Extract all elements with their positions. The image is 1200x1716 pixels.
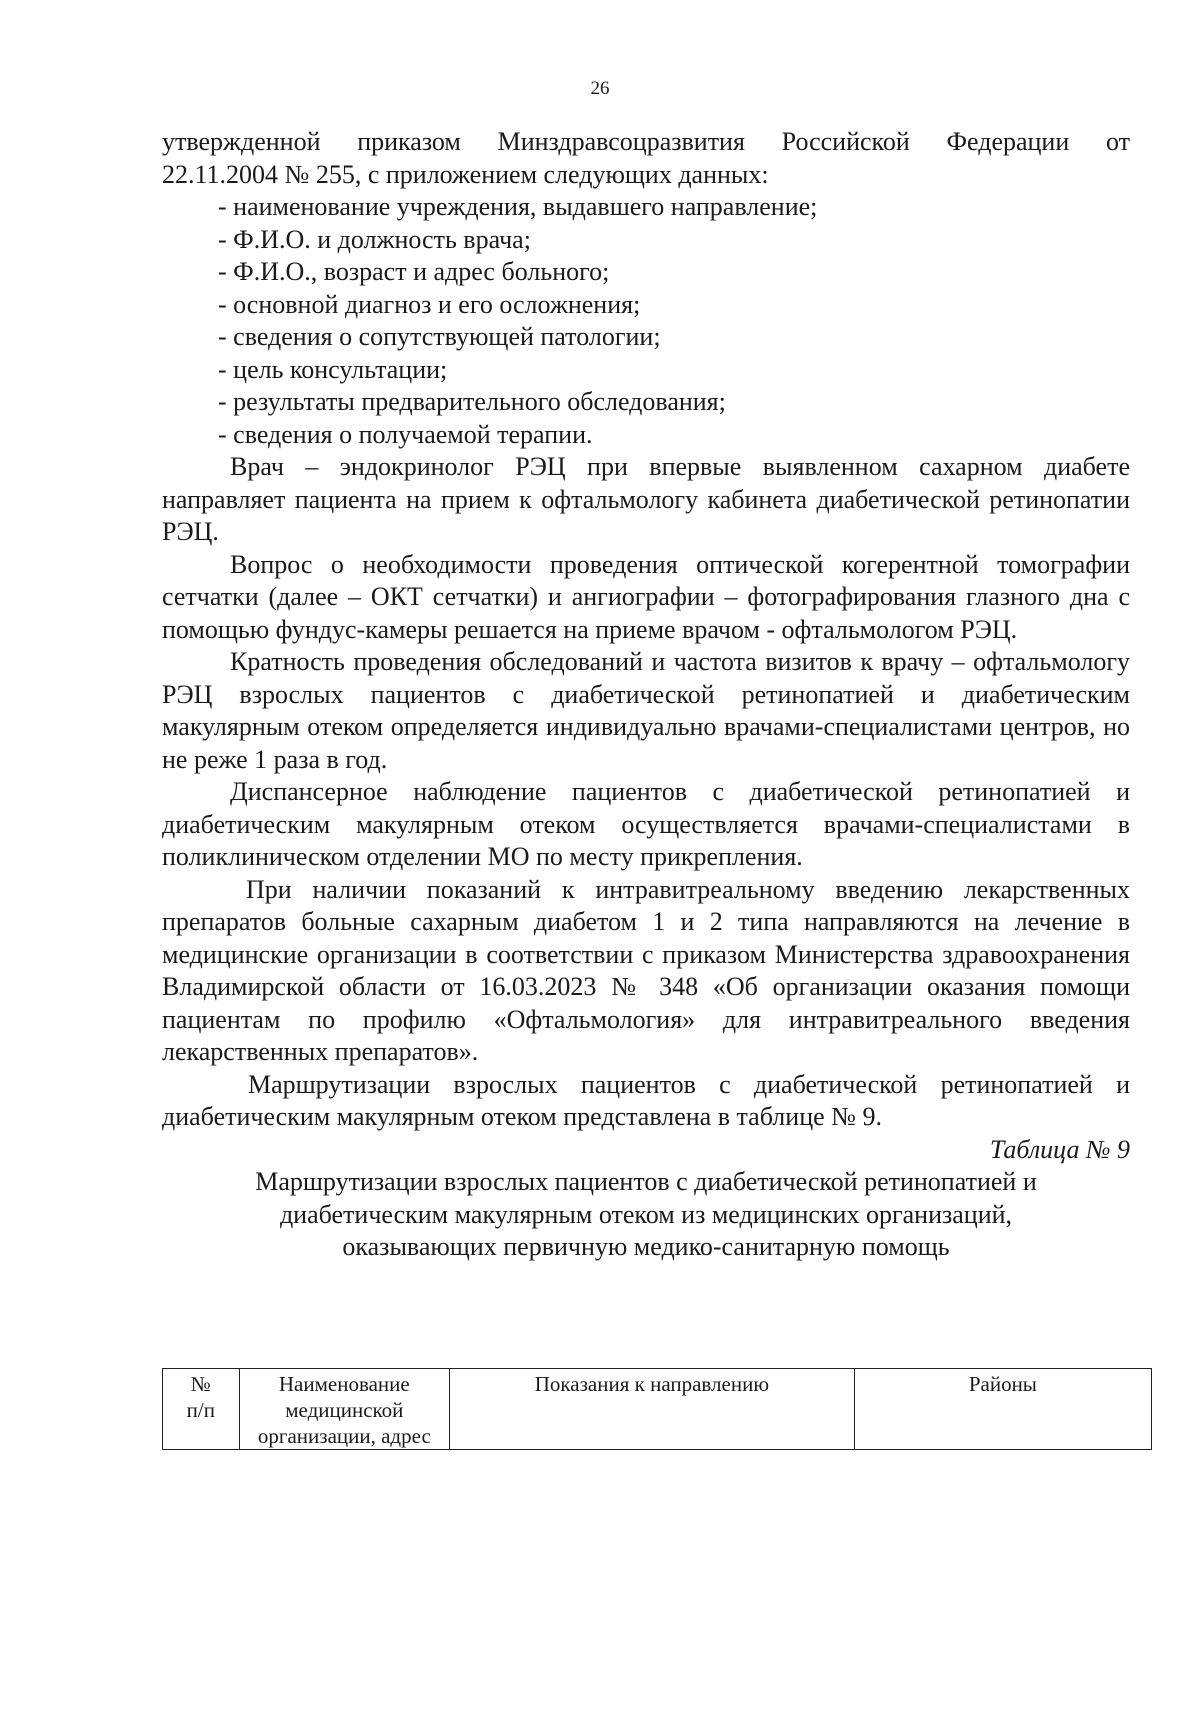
paragraph-frequency: Кратность проведения обследований и частота визитов к врачу – офтальмологу РЭЦ взрослых пациентов с диабетической ретинопатией и диабетическим макулярным отеком определяется индивидуально врачами-специалистами центров, но не реже 1 раза в год. [162,647,1130,774]
table-title-line: Маршрутизации взрослых пациентов с диабетической ретинопатией и [255,1167,1037,1196]
paragraph-intravitreal: При наличии показаний к интравитреальному введению лекарственных препаратов больные сахарным диабетом 1 и 2 типа направляются на лечение в медицинские организации в соответствии с приказом Министерства здравоохранения Владимирской области от 16.03.2023 № 348 «Об организации оказания помощи пациентам по профилю «Офтальмология» для интравитреального введения лекарственных препаратов». [162,874,1130,1066]
list-item: - цель консультации; [218,354,448,384]
table-header-row [163,1369,1152,1450]
paragraph-oct: Вопрос о необходимости проведения оптической когерентной томографии сетчатки (далее – ОКТ сетчатки) и ангиографии – фотографирования глазного дна с помощью фундус-камеры решается на приеме врачом - офтальмологом РЭЦ. [162,549,1130,644]
paragraph-intro-line-2: 22.11.2004 № 255, с приложением следующих данных: [162,159,769,189]
paragraph-dispensary: Диспансерное наблюдение пациентов с диабетической ретинопатией и диабетическим макулярным отеком осуществляется врачами-специалистами в поликлиническом отделении МО по месту прикрепления. [162,777,1130,871]
table-caption: Таблица № 9 [989,1134,1130,1164]
table-title-line: диабетическим макулярным отеком из медицинских организаций, [279,1199,1013,1229]
table-title [162,1166,1130,1264]
paragraph-endocrinologist: Врач – эндокринолог РЭЦ при впервые выявленном сахарном диабете направляет пациента на прием к офтальмологу кабинета диабетической ретинопатии РЭЦ. [162,452,1130,546]
document-body [162,126,1130,1264]
list-item: - сведения о получаемой терапии. [218,419,593,449]
header-number: № п/п [163,1369,240,1450]
attachment-data-list [162,191,1130,451]
page-number: 26 [590,78,610,99]
header-indications: Показания к направлению [450,1369,855,1450]
list-item: - Ф.И.О., возраст и адрес больного; [218,257,610,286]
list-item: - основной диагноз и его осложнения; [218,289,641,319]
list-item: - результаты предварительного обследования; [218,387,726,416]
list-item: - Ф.И.О. и должность врача; [218,224,531,254]
list-item: - сведения о сопутствующей патологии; [218,322,661,351]
routing-table [162,1368,1152,1450]
paragraph-routing-reference: Маршрутизации взрослых пациентов с диабетической ретинопатией и диабетическим макулярным отеком представлена в таблице № 9. [162,1069,1130,1131]
list-item: - наименование учреждения, выдавшего направление; [218,192,818,221]
header-regions: Районы [854,1369,1151,1450]
paragraph-intro-line-1: утвержденной приказом Минздравсоцразвития Российской Федерации от [162,127,1130,156]
table-title-line: оказывающих первичную медико-санитарную помощь [342,1232,950,1261]
header-organization: Наименование медицинской организации, адрес [239,1369,449,1450]
